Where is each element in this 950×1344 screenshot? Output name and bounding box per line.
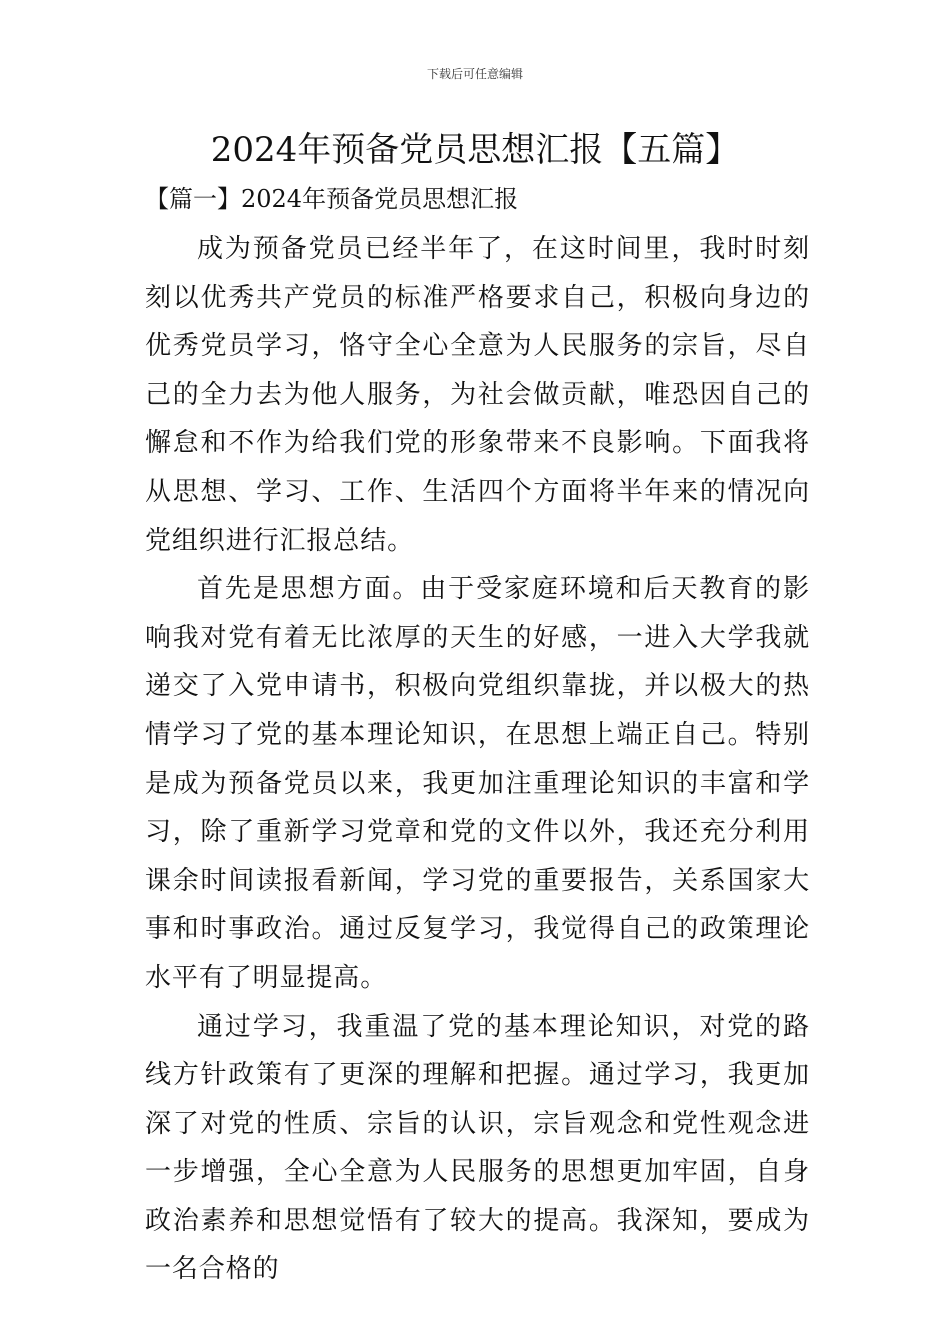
- header-note: 下载后可任意编辑: [426, 67, 523, 81]
- document-title: 2024年预备党员思想汇报【五篇】: [210, 130, 740, 170]
- paragraph-2: 首先是思想方面。由于受家庭环境和后天教育的影响我对党有着无比浓厚的天生的好感，一进入大学我就递交了入党申请书，积极向党组织靠拢，并以极大的热情学习了党的基本理论知识，在思想上端正自己。特别是成为预备党员以来，我更加注重理论知识的丰富和学习，除了重新学习党章和党的文件以外，我还充分利用课余时间读报看新闻，学习党的重要报告，关系国家大事和时事政治。通过反复学习，我觉得自己的政策理论水平有了明显提高。: [145, 574, 810, 993]
- section-heading: 【篇一】2024年预备党员思想汇报: [145, 185, 519, 213]
- paragraph-1: 成为预备党员已经半年了，在这时间里，我时时刻刻以优秀共产党员的标准严格要求自己，积极向身边的优秀党员学习，恪守全心全意为人民服务的宗旨，尽自己的全力去为他人服务，为社会做贡献，唯恐因自己的懈怠和不作为给我们党的形象带来不良影响。下面我将从思想、学习、工作、生活四个方面将半年来的情况向党组织进行汇报总结。: [145, 234, 810, 556]
- document-body: [145, 225, 810, 1294]
- paragraph-3: 通过学习，我重温了党的基本理论知识，对党的路线方针政策有了更深的理解和把握。通过学习，我更加深了对党的性质、宗旨的认识，宗旨观念和党性观念进一步增强，全心全意为人民服务的思想更加牢固，自身政治素养和思想觉悟有了较大的提高。我深知，要成为一名合格的: [145, 1011, 810, 1285]
